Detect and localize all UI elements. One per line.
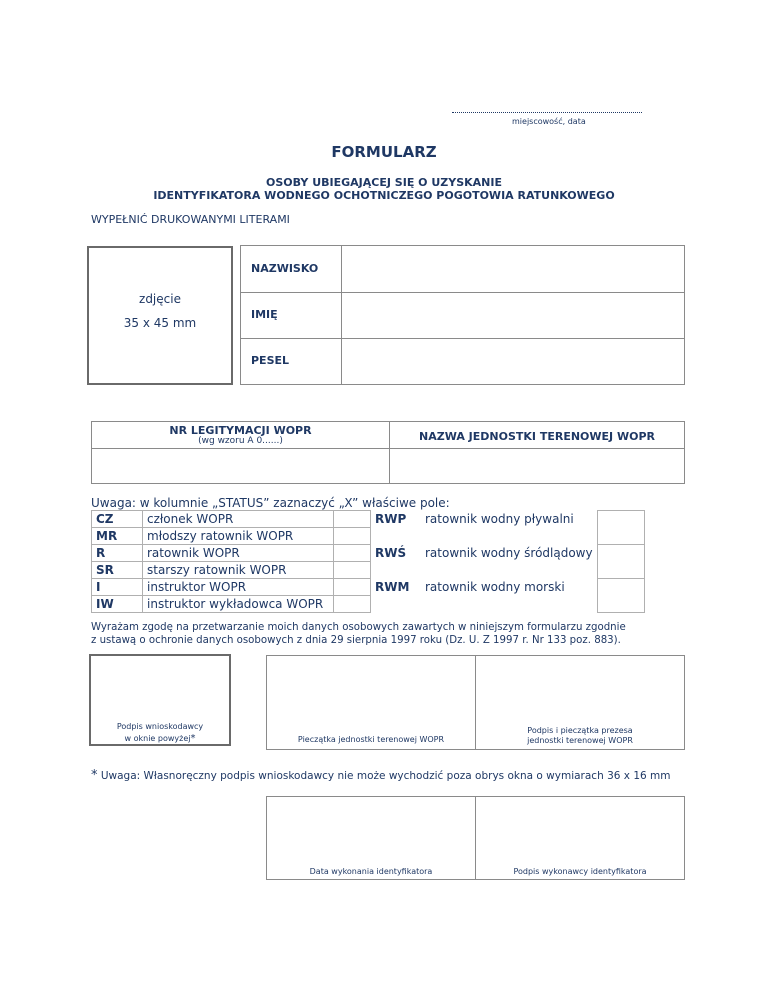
- production-date-label: Data wykonania identyfikatora: [309, 867, 433, 876]
- form-subtitle-1: OSOBY UBIEGAJĄCEJ SIĘ O UZYSKANIE: [266, 176, 502, 189]
- status-code: IW: [92, 596, 143, 613]
- surname-field[interactable]: [343, 248, 681, 290]
- status-checkbox-i[interactable]: [334, 579, 371, 596]
- form-title: FORMULARZ: [331, 143, 437, 161]
- name-label: IMIĘ: [251, 308, 278, 321]
- place-date-line[interactable]: [452, 104, 642, 113]
- status-desc: instruktor wykładowca WOPR: [143, 596, 334, 613]
- photo-size: 35 x 45 mm: [123, 316, 197, 330]
- status-desc: ratownik WOPR: [143, 545, 334, 562]
- consent-text-2: z ustawą o ochronie danych osobowych z dnia 29 sierpnia 1997 roku (Dz. U. Z 1997 r. Nr 133 poz. 883).: [91, 635, 621, 646]
- status-code: RWŚ: [375, 545, 407, 560]
- status-code: MR: [92, 528, 143, 545]
- maker-signature-field[interactable]: [478, 799, 682, 877]
- status-code: RWP: [375, 511, 407, 526]
- stamp-field[interactable]: [269, 658, 473, 747]
- legitimation-label: NR LEGITYMACJI WOPR: [169, 424, 312, 437]
- status-checkbox-cz[interactable]: [334, 511, 371, 528]
- legitimation-table: [91, 421, 685, 484]
- legitimation-field[interactable]: [94, 450, 387, 481]
- status-code: CZ: [92, 511, 143, 528]
- applicant-signature-label-2: w oknie powyżej*: [124, 733, 196, 744]
- status-note: Uwaga: w kolumnie „STATUS” zaznaczyć „X” właściwe pole:: [91, 496, 450, 510]
- instruction-text: WYPEŁNIĆ DRUKOWANYMI LITERAMI: [91, 213, 290, 226]
- status-checkbox-rws[interactable]: [597, 545, 644, 579]
- form-subtitle-2: IDENTYFIKATORA WODNEGO OCHOTNICZEGO POGOTOWIA RATUNKOWEGO: [153, 189, 615, 202]
- status-desc: młodszy ratownik WOPR: [143, 528, 334, 545]
- status-desc: ratownik wodny śródlądowy: [425, 545, 593, 560]
- unit-field[interactable]: [392, 450, 682, 481]
- pesel-label: PESEL: [251, 354, 290, 367]
- legitimation-hint: (wg wzoru A 0......): [198, 436, 283, 446]
- status-checkbox-rwm[interactable]: [597, 579, 644, 613]
- status-checkbox-sr[interactable]: [334, 562, 371, 579]
- status-code: SR: [92, 562, 143, 579]
- pesel-field[interactable]: [343, 340, 681, 382]
- status-checkbox-iw[interactable]: [334, 596, 371, 613]
- status-desc: starszy ratownik WOPR: [143, 562, 334, 579]
- applicant-signature-box[interactable]: [89, 654, 231, 746]
- production-table: [266, 796, 685, 880]
- status-table: [91, 510, 645, 613]
- status-code: I: [92, 579, 143, 596]
- unit-label: NAZWA JEDNOSTKI TERENOWEJ WOPR: [419, 430, 655, 443]
- status-desc: członek WOPR: [143, 511, 334, 528]
- photo-box: [87, 246, 233, 385]
- president-label-2: jednostki terenowej WOPR: [527, 736, 633, 745]
- name-field[interactable]: [343, 294, 681, 336]
- status-checkbox-rwp[interactable]: [597, 511, 644, 545]
- stamp-label: Pieczątka jednostki terenowej WOPR: [297, 735, 445, 744]
- status-code: R: [92, 545, 143, 562]
- photo-label: zdjęcie: [139, 292, 181, 306]
- applicant-signature-label-1: Podpis wnioskodawcy: [116, 722, 204, 731]
- status-desc: ratownik wodny morski: [425, 579, 565, 594]
- footnote: * Uwaga: Własnoręczny podpis wnioskodawcy nie może wychodzić poza obrys okna o wymiarach 36 x 16 mm: [91, 768, 671, 783]
- asterisk-mark: *: [190, 733, 196, 744]
- status-checkbox-r[interactable]: [334, 545, 371, 562]
- place-date-label: miejscowość, data: [512, 117, 586, 126]
- production-date-field[interactable]: [269, 799, 473, 877]
- president-label-1: Podpis i pieczątka prezesa: [527, 726, 633, 735]
- status-desc: instruktor WOPR: [143, 579, 334, 596]
- maker-signature-label: Podpis wykonawcy identyfikatora: [513, 867, 647, 876]
- surname-label: NAZWISKO: [251, 262, 319, 275]
- status-code: RWM: [375, 579, 410, 594]
- personal-data-table: [240, 245, 685, 385]
- status-desc: ratownik wodny pływalni: [425, 511, 574, 526]
- status-checkbox-mr[interactable]: [334, 528, 371, 545]
- asterisk-mark: *: [91, 768, 98, 783]
- stamp-signature-table: [266, 655, 685, 750]
- consent-text-1: Wyrażam zgodę na przetwarzanie moich danych osobowych zawartych w niniejszym formularzu zgodnie: [91, 622, 626, 633]
